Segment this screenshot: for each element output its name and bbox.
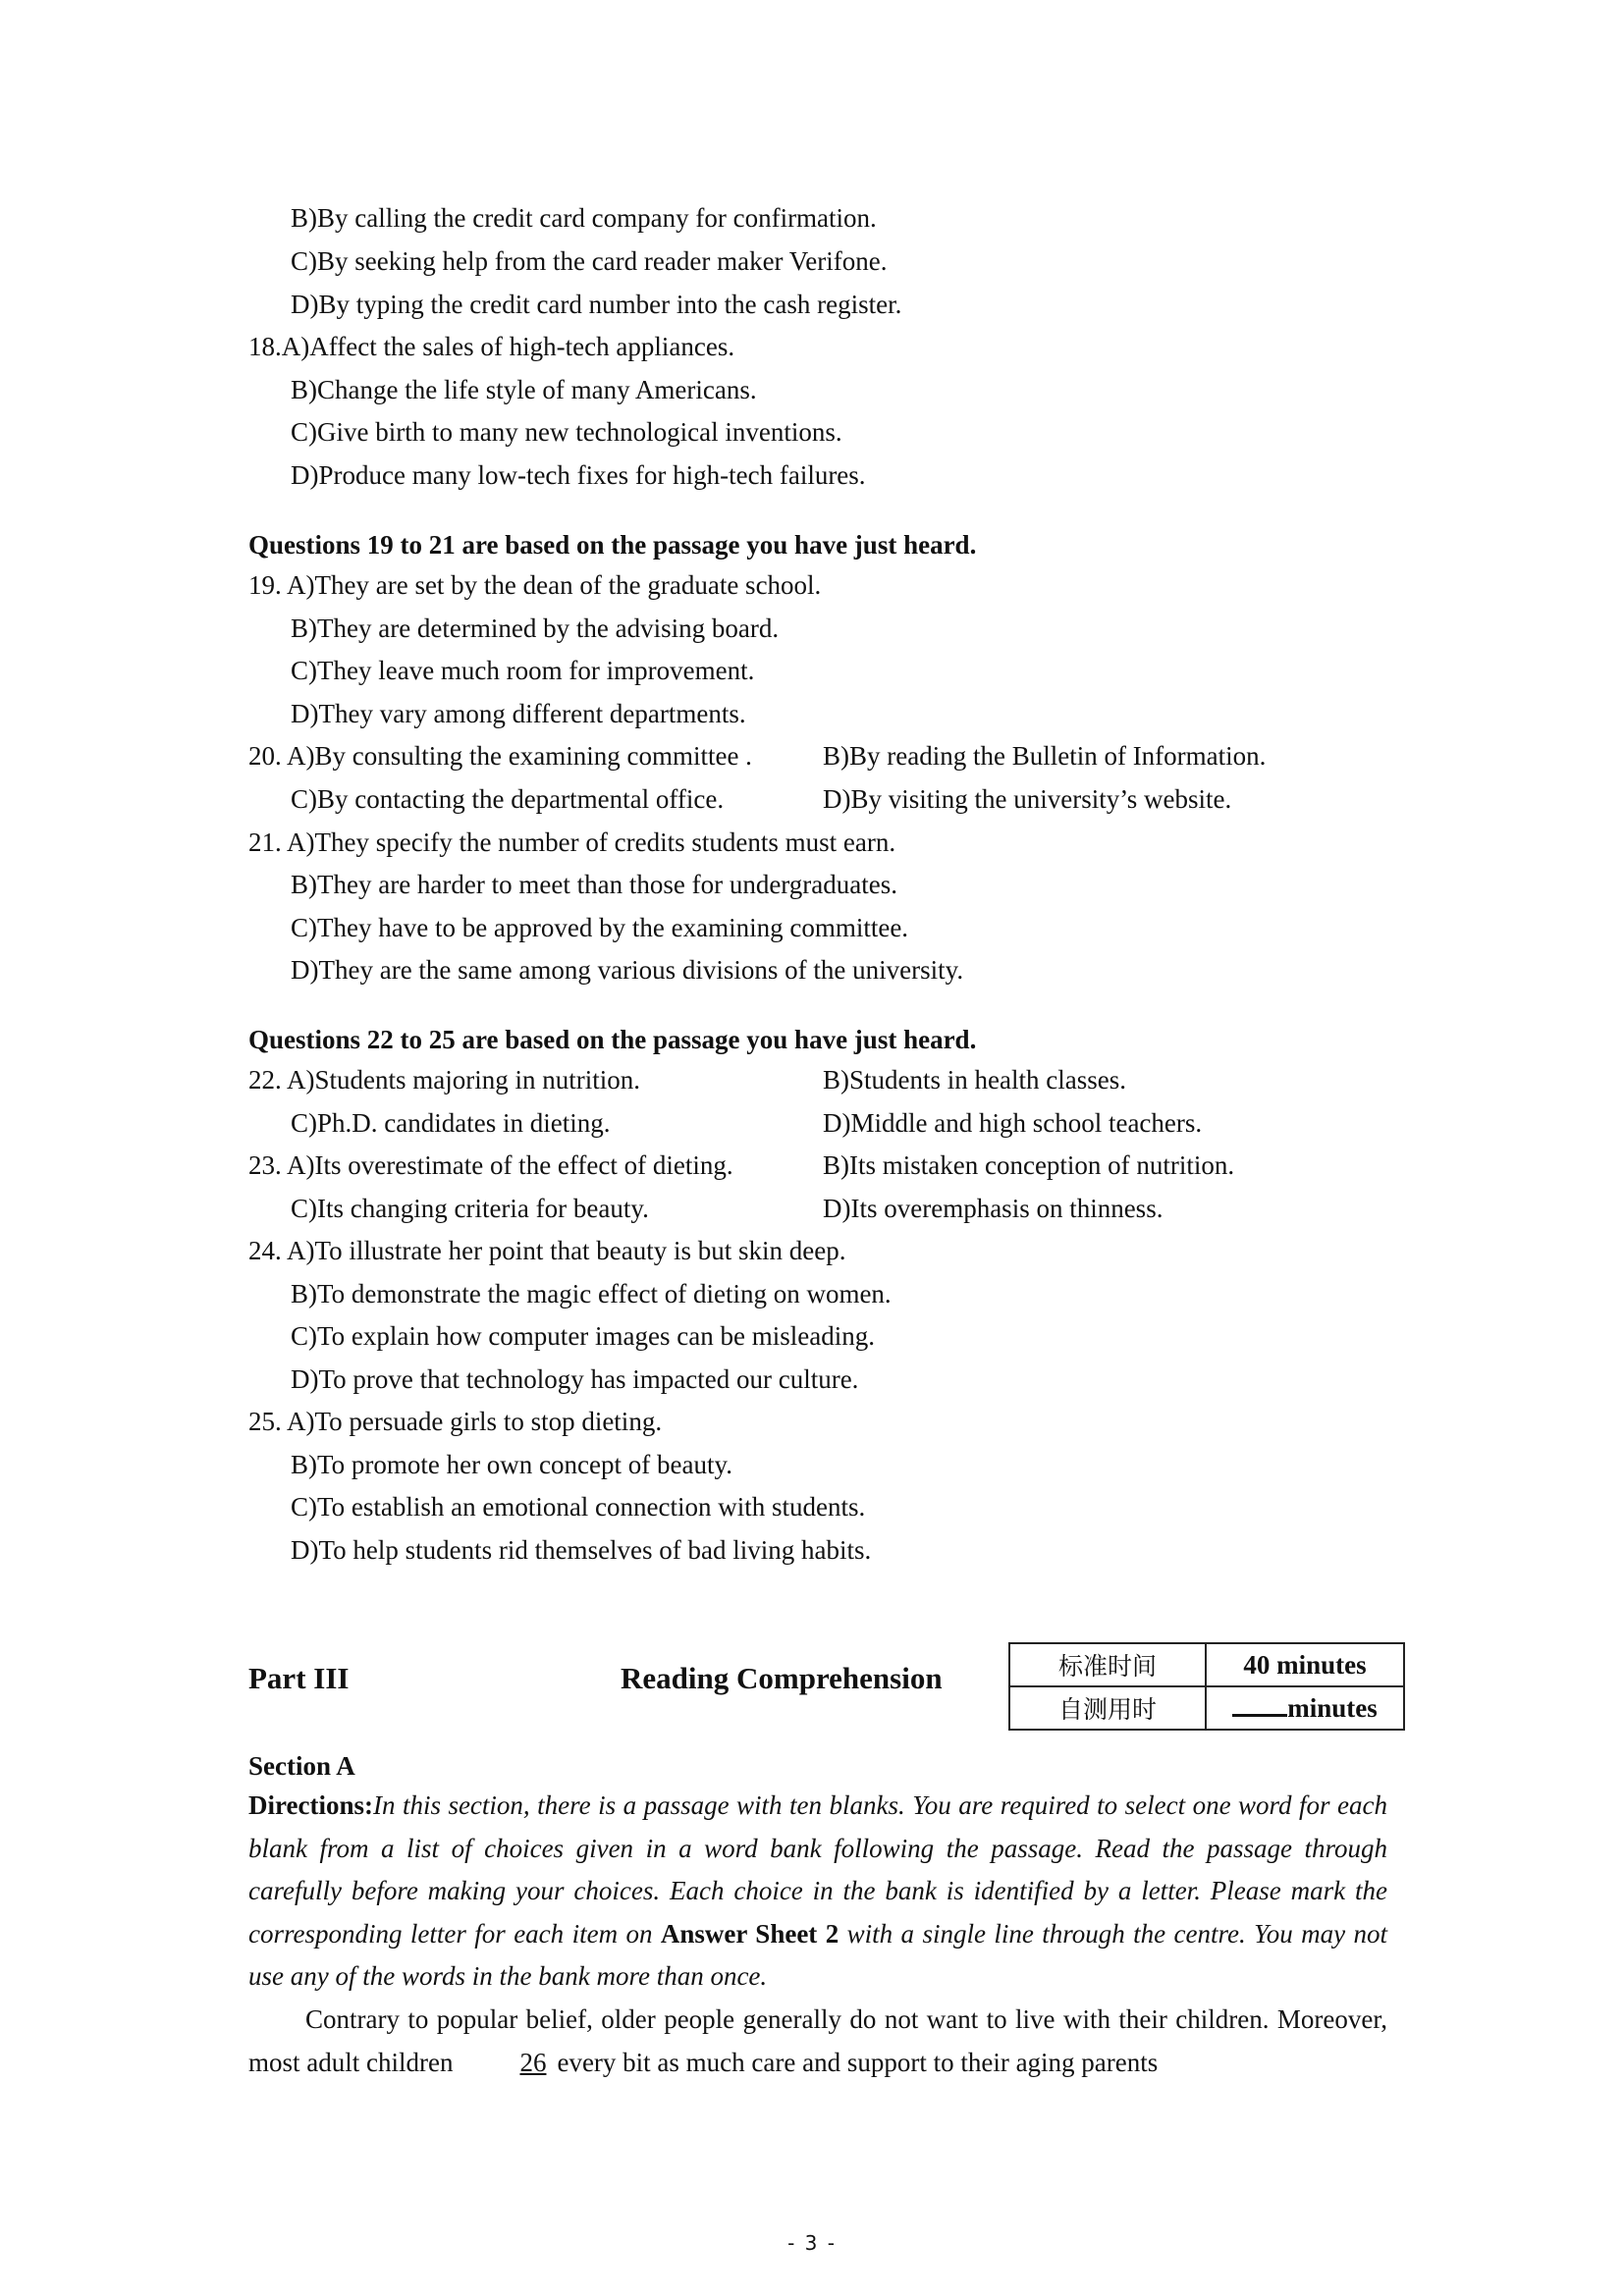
q25-option-a <box>248 1406 662 1437</box>
q22-option-d: D)Middle and high school teachers. <box>823 1108 1203 1138</box>
q25-option-b: B)To promote her own concept of beauty. <box>291 1450 732 1479</box>
q21-option-d: D)They are the same among various divisions of the university. <box>291 955 964 985</box>
q23-option-c: C)Its changing criteria for beauty. <box>291 1194 649 1223</box>
option-text: A)They specify the number of credits students must earn. <box>287 828 896 857</box>
q19-option-a <box>248 569 821 601</box>
q18-option-a <box>248 331 734 362</box>
q18-option-d: D)Produce many low-tech fixes for high-tech failures. <box>291 460 866 490</box>
question-number: 23. <box>248 1150 282 1180</box>
q20-option-a <box>248 740 752 772</box>
passage-text-2: every bit as much care and support to their aging parents <box>557 2047 1159 2077</box>
question-number: 21. <box>248 828 282 857</box>
q23-option-b: B)Its mistaken conception of nutrition. <box>823 1150 1235 1180</box>
page-number: - 3 - <box>787 2231 837 2255</box>
part-title: Reading Comprehension <box>621 1661 943 1695</box>
part-label: Part III <box>248 1661 350 1695</box>
option-text: A)By consulting the examining committee . <box>287 741 752 771</box>
self-time-blank[interactable] <box>1232 1692 1287 1717</box>
q21-option-c: C)They have to be approved by the examining committee. <box>291 913 909 942</box>
standard-time-row <box>1009 1643 1404 1686</box>
passage-text-1: Contrary to popular belief, older people generally do not want to live with their children. Moreover, most adult children <box>248 2004 1387 2077</box>
q20-option-c: C)By contacting the departmental office. <box>291 784 725 814</box>
directions-label: Directions: <box>248 1790 373 1820</box>
option-text: A)Affect the sales of high-tech appliances. <box>281 332 735 361</box>
q18-option-c: C)Give birth to many new technological inventions. <box>291 417 842 447</box>
option-text: A)To persuade girls to stop dieting. <box>287 1407 663 1436</box>
q22-option-b: B)Students in health classes. <box>823 1065 1126 1095</box>
question-number: 25. <box>248 1407 282 1436</box>
q19-option-d: D)They vary among different departments. <box>291 699 746 728</box>
section-heading-22-25: Questions 22 to 25 are based on the passage you have just heard. <box>248 1025 977 1054</box>
q22-option-c: C)Ph.D. candidates in dieting. <box>291 1108 611 1138</box>
self-time-unit: minutes <box>1287 1693 1378 1723</box>
self-time-row <box>1009 1686 1404 1730</box>
passage-paragraph <box>248 1999 1387 2084</box>
standard-time-value: 40 minutes <box>1206 1643 1404 1686</box>
question-number: 18. <box>248 332 282 361</box>
q20-option-d: D)By visiting the university’s website. <box>823 784 1232 814</box>
q20-option-b: B)By reading the Bulletin of Information. <box>823 741 1267 771</box>
q22-option-a <box>248 1064 640 1095</box>
section-a-heading: Section A <box>248 1751 355 1781</box>
q21-option-b: B)They are harder to meet than those for undergraduates. <box>291 870 898 899</box>
option-text: A)Students majoring in nutrition. <box>287 1065 640 1095</box>
section-heading-19-21: Questions 19 to 21 are based on the passage you have just heard. <box>248 530 977 560</box>
self-time-label: 自测用时 <box>1009 1686 1206 1730</box>
q23-option-a <box>248 1149 733 1181</box>
q18-option-b: B)Change the life style of many Americans. <box>291 375 757 404</box>
blank-26[interactable]: 26 <box>519 2047 547 2077</box>
q21-option-a <box>248 827 895 858</box>
option-text: A)Its overestimate of the effect of dieting. <box>287 1150 733 1180</box>
time-table <box>1008 1642 1405 1731</box>
standard-time-label: 标准时间 <box>1009 1643 1206 1686</box>
answer-sheet-ref: Answer Sheet 2 <box>660 1918 839 1949</box>
q17-option-d: D)By typing the credit card number into the cash register. <box>291 290 902 319</box>
q24-option-c: C)To explain how computer images can be misleading. <box>291 1321 875 1351</box>
q24-option-a <box>248 1235 846 1266</box>
question-number: 20. <box>248 741 282 771</box>
question-number: 24. <box>248 1236 282 1265</box>
question-number: 22. <box>248 1065 282 1095</box>
q17-option-b: B)By calling the credit card company for confirmation. <box>291 203 877 233</box>
directions-text-1: In this section, there is a passage with ten blanks. You are required to select one word for each blank from a list of choices given in a word bank following the passage. Read the passage through carefully before making your choices. Each choice in the bank is identified by a letter. Please mark the corresponding letter for each item on <box>248 1790 1387 1949</box>
directions-paragraph <box>248 1785 1387 1999</box>
q17-option-c: C)By seeking help from the card reader maker Verifone. <box>291 246 888 276</box>
q24-option-d: D)To prove that technology has impacted our culture. <box>291 1364 859 1394</box>
question-number: 19. <box>248 570 282 600</box>
directions-text-2: with a single line through the centre. You may not use any of the words in the bank more than once. <box>248 1918 1387 1992</box>
q25-option-d: D)To help students rid themselves of bad living habits. <box>291 1535 872 1565</box>
q24-option-b: B)To demonstrate the magic effect of dieting on women. <box>291 1279 892 1308</box>
option-text: A)To illustrate her point that beauty is but skin deep. <box>287 1236 846 1265</box>
q25-option-c: C)To establish an emotional connection with students. <box>291 1492 866 1522</box>
q19-option-b: B)They are determined by the advising board. <box>291 614 780 643</box>
q19-option-c: C)They leave much room for improvement. <box>291 656 755 685</box>
option-text: A)They are set by the dean of the graduate school. <box>287 570 822 600</box>
q23-option-d: D)Its overemphasis on thinness. <box>823 1194 1164 1223</box>
self-time-cell[interactable] <box>1206 1686 1404 1730</box>
